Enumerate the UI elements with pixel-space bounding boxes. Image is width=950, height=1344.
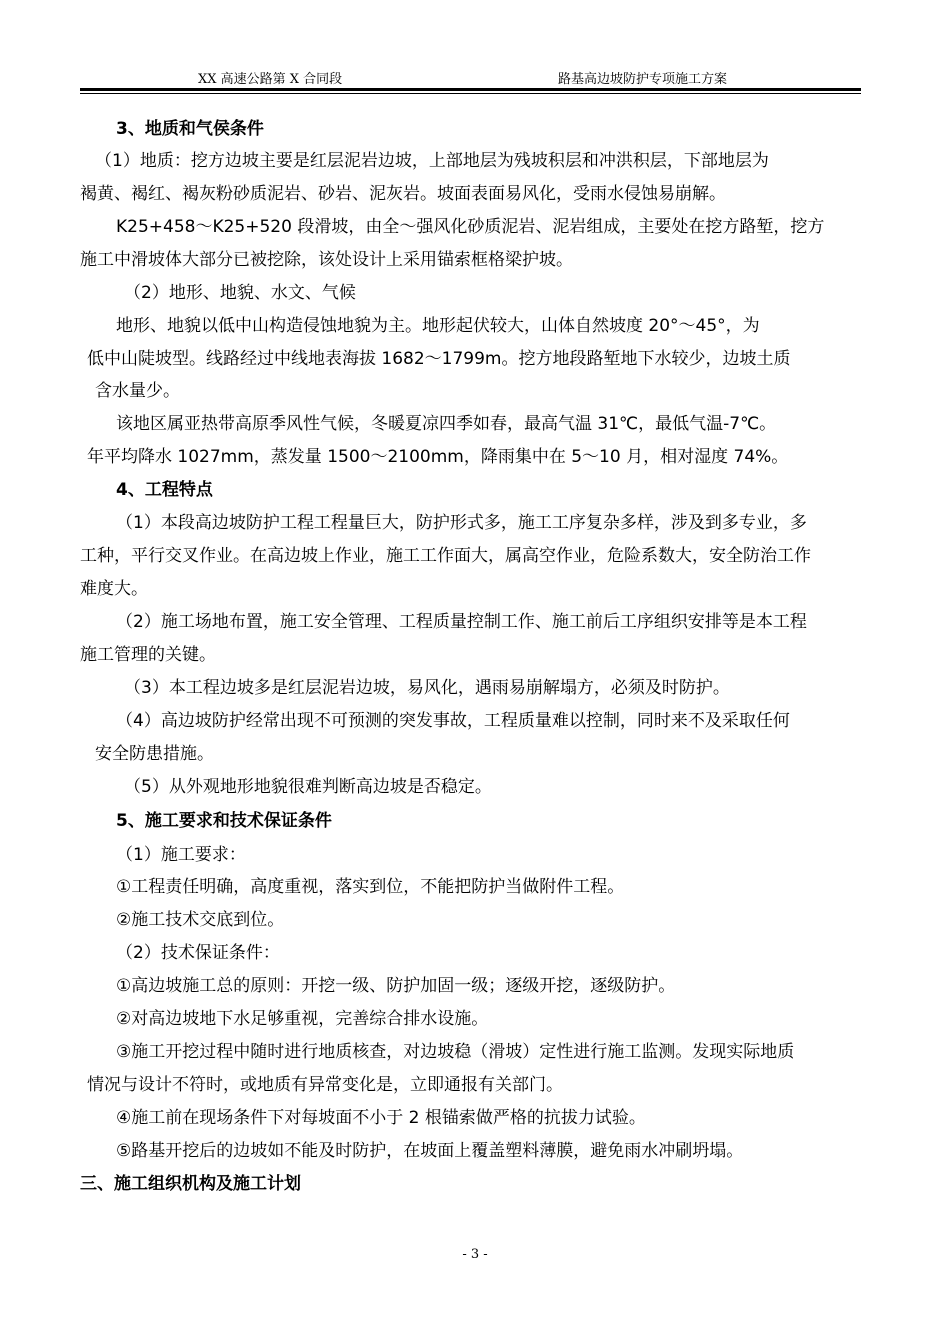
list-item: ①高边坡施工总的原则：开挖一级、防护加固一级；逐级开挖，逐级防护。: [116, 976, 676, 996]
subheading-technical-guarantee: （2）技术保证条件：: [116, 943, 280, 963]
body-line: 工种，平行交叉作业。在高边坡上作业，施工工作面大，属高空作业，危险系数大，安全防治工作: [80, 546, 811, 566]
list-item: ④施工前在现场条件下对每坡面不小于 2 根锚索做严格的抗拔力试验。: [116, 1108, 646, 1128]
page-number: - 3 -: [462, 1247, 488, 1262]
header-document-title: 路基高边坡防护专项施工方案: [558, 72, 728, 87]
body-line: 施工管理的关键。: [80, 645, 216, 665]
section-heading-geology-climate: 3、地质和气侯条件: [116, 119, 264, 139]
body-line: 年平均降水 1027mm，蒸发量 1500～2100mm，降雨集中在 5～10 月，相对湿度 74%。: [87, 447, 789, 467]
body-line: 安全防患措施。: [95, 744, 214, 764]
page-header: [80, 66, 860, 88]
chapter-heading-organization: 三、施工组织机构及施工计划: [80, 1174, 301, 1194]
header-project-name: XX 高速公路第 X 合同段: [198, 72, 343, 87]
list-item: ②对高边坡地下水足够重视，完善综合排水设施。: [116, 1009, 489, 1029]
body-line: （5）从外观地形地貌很难判断高边坡是否稳定。: [124, 777, 492, 797]
body-line: （4）高边坡防护经常出现不可预测的突发事故，工程质量难以控制，同时来不及采取任何: [116, 711, 790, 731]
body-line: （1）地质：挖方边坡主要是红层泥岩边坡，上部地层为残坡积层和冲洪积层，下部地层为: [95, 151, 769, 171]
list-item: ②施工技术交底到位。: [116, 910, 285, 930]
section-heading-project-features: 4、工程特点: [116, 480, 213, 500]
body-line: （3）本工程边坡多是红层泥岩边坡，易风化，遇雨易崩解塌方，必须及时防护。: [124, 678, 730, 698]
body-line: （1）本段高边坡防护工程工程量巨大，防护形式多，施工工序复杂多样，涉及到多专业，多: [116, 513, 807, 533]
body-line: 情况与设计不符时，或地质有异常变化是，立即通报有关部门。: [87, 1075, 563, 1095]
subheading-terrain: （2）地形、地貌、水文、气候: [124, 283, 356, 303]
body-line: 施工中滑坡体大部分已被挖除，该处设计上采用锚索框格梁护坡。: [80, 250, 573, 270]
header-rule-thin: [80, 93, 861, 94]
list-item: ⑤路基开挖后的边坡如不能及时防护，在坡面上覆盖塑料薄膜，避免雨水冲刷坍塌。: [116, 1141, 744, 1161]
subheading-construction-requirements: （1）施工要求：: [116, 845, 246, 865]
body-line: 褐黄、褐红、褐灰粉砂质泥岩、砂岩、泥灰岩。坡面表面易风化，受雨水侵蚀易崩解。: [80, 184, 726, 204]
body-line: （2）施工场地布置，施工安全管理、工程质量控制工作、施工前后工序组织安排等是本工程: [116, 612, 807, 632]
body-line: 低中山陡坡型。线路经过中线地表海拔 1682～1799m。挖方地段路堑地下水较少，边坡土质: [87, 349, 791, 369]
body-line: 含水量少。: [95, 381, 180, 401]
header-rule-thick: [80, 88, 861, 91]
body-line: 难度大。: [80, 579, 148, 599]
body-line: 地形、地貌以低中山构造侵蚀地貌为主。地形起伏较大，山体自然坡度 20°～45°，为: [116, 316, 760, 336]
body-line: 该地区属亚热带高原季风性气候，冬暖夏凉四季如春，最高气温 31℃，最低气温-7℃。: [116, 414, 777, 434]
list-item: ③施工开挖过程中随时进行地质核查，对边坡稳（滑坡）定性进行施工监测。发现实际地质: [116, 1042, 795, 1062]
list-item: ①工程责任明确，高度重视，落实到位，不能把防护当做附件工程。: [116, 877, 625, 897]
body-line: K25+458～K25+520 段滑坡，由全～强风化砂质泥岩、泥岩组成，主要处在挖方路堑，挖方: [116, 217, 825, 237]
section-heading-requirements: 5、施工要求和技术保证条件: [116, 811, 332, 831]
